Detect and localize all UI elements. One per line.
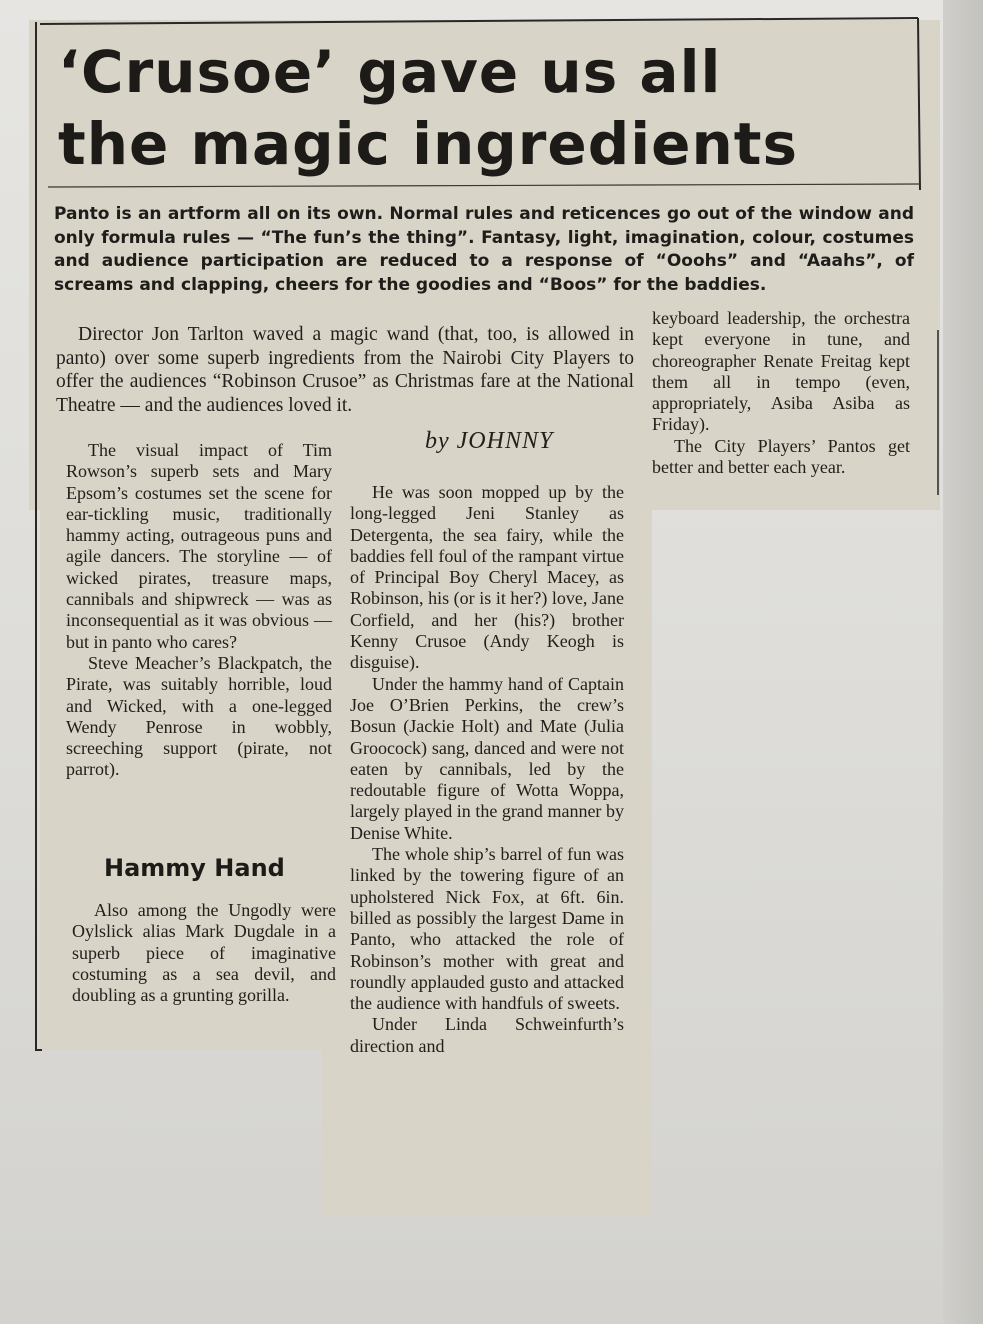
standfirst: Panto is an artform all on its own. Normal rules and reticences go out of the window and only formula rules — “The fun’s the thing”. Fantasy, light, imagination, colour, costumes and audience participation are reduced to a response of “Ooohs” and “Aaahs”, of screams and clapping, cheers for the goodies and “Boos” for the baddies. xyxy=(54,204,914,295)
intro-text: Director Jon Tarlton waved a magic wand (that, too, is allowed in panto) over some superb ingredients from the Nairobi City Players to offer the audiences “Robinson Crusoe” as Christmas fare at the National Theatre — and the audiences loved it. xyxy=(56,324,634,416)
col1-paragraph-3: Also among the Ungodly were Oylslick alias Mark Dugdale in a superb piece of imaginative costuming as a sea devil, and doubling as a grunting gorilla. xyxy=(72,900,336,1006)
col3-paragraph-2: The City Players’ Pantos get better and better each year. xyxy=(652,435,910,478)
col1-paragraph-1: The visual impact of Tim Rowson’s superb sets and Mary Epsom’s costumes set the scene for ear-tickling music, traditionally hammy acting, outrageous puns and agile dancers. The storyline — of wicked pirates, treasure maps, cannibals and shipwreck — was as inconsequential as it was obvious — but in panto who cares? xyxy=(66,440,332,652)
headline-line-1: ‘Crusoe’ gave us all xyxy=(58,38,722,106)
col2-paragraph-2: Under the hammy hand of Captain Joe O’Brien Perkins, the crew’s Bosun (Jackie Holt) and Mate (Julia Groocock) sang, danced and were not eaten by cannibals, led by the redoutable figure of Wotta Woppa, largely played in the grand manner by Denise White. xyxy=(350,673,624,843)
headline xyxy=(58,36,928,180)
col1-paragraph-2: Steve Meacher’s Blackpatch, the Pirate, was suitably horrible, loud and Wicked, with a one-legged Wendy Penrose in wobbly, screeching support (pirate, not parrot). xyxy=(66,652,332,780)
col2-paragraph-1: He was soon mopped up by the long-legged Jeni Stanley as Detergenta, the sea fairy, while the baddies fell foul of the rampant virtue of Principal Boy Cheryl Macey, as Robinson, his (or is it her?) love, Jane Corfield, and her (his?) brother Kenny Crusoe (Andy Keogh is disguise). xyxy=(350,482,624,673)
column-1-continued xyxy=(72,900,336,1006)
column-1 xyxy=(66,440,332,781)
col3-paragraph-1: keyboard leadership, the orchestra kept everyone in tune, and choreographer Renate Freitag kept them all in tempo (even, appropriately, Asiba Asiba as Friday). xyxy=(652,308,910,435)
subheading: Hammy Hand xyxy=(104,854,285,882)
intro-paragraph xyxy=(56,323,634,417)
column-3 xyxy=(652,308,910,478)
col2-paragraph-3: The whole ship’s barrel of fun was linked by the towering figure of an upholstered Nick Fox, at 6ft. 6in. billed as possibly the largest Dame in Panto, who attacked the role of Robinson’s mother with great and roundly applauded gusto and attacked the audience with handfuls of sweets. xyxy=(350,844,624,1014)
headline-line-2: the magic ingredients xyxy=(58,110,798,178)
col2-paragraph-4: Under Linda Schweinfurth’s direction and xyxy=(350,1014,624,1056)
column-2 xyxy=(350,482,624,1057)
byline: by JOHNNY xyxy=(425,428,554,454)
